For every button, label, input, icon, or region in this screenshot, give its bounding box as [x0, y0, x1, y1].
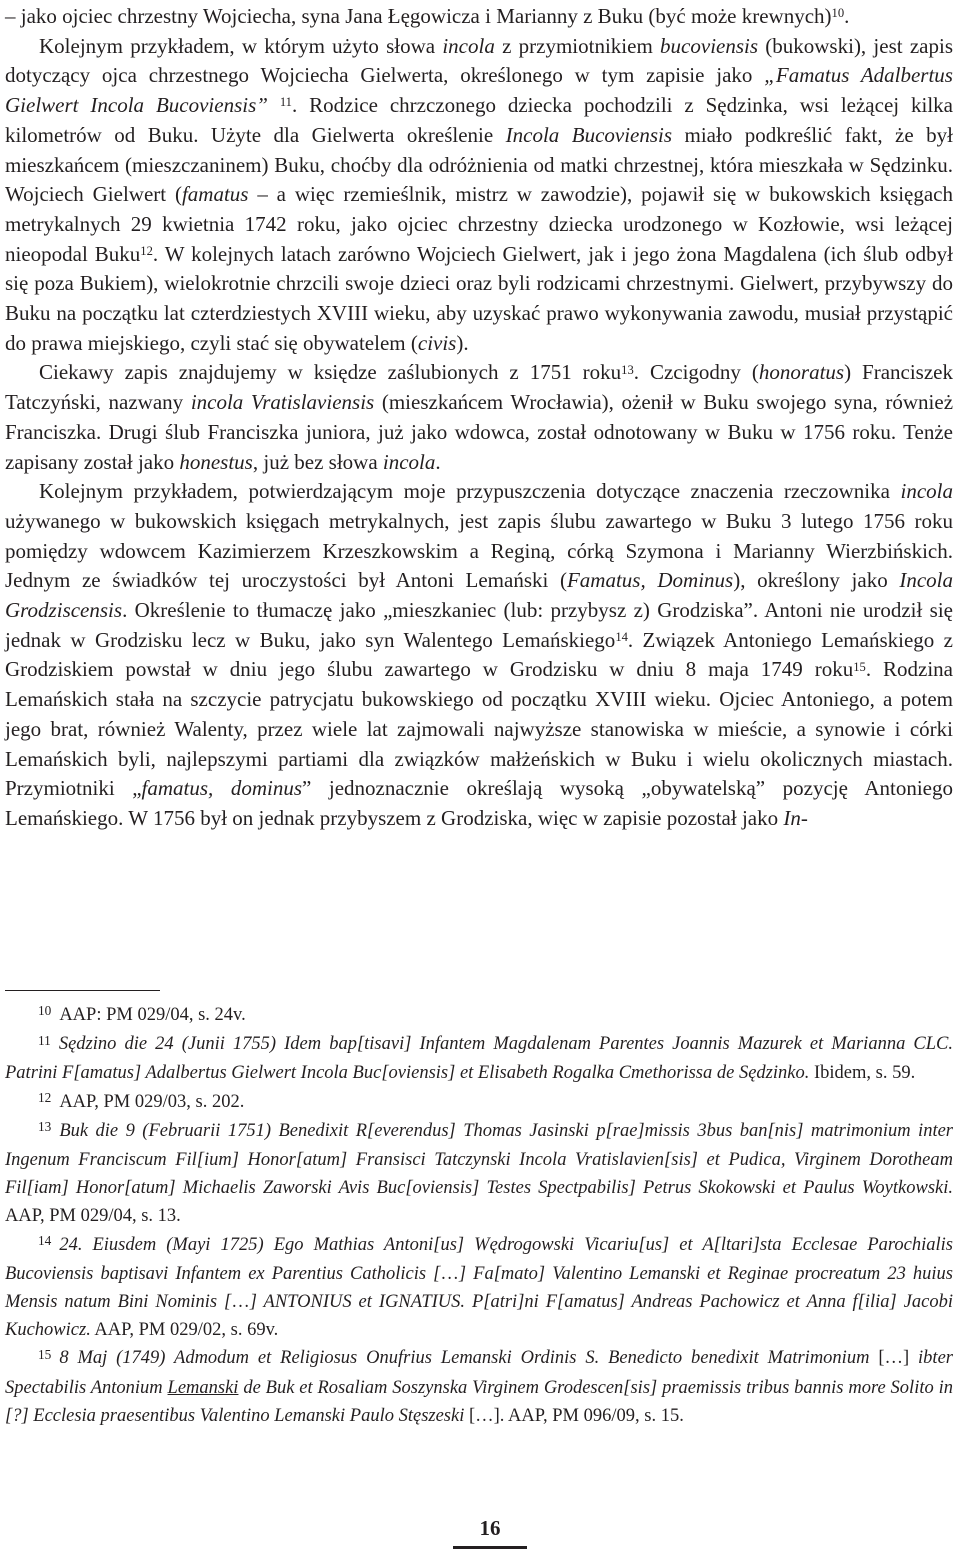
italic-text: Incola Grodziscensis [5, 568, 953, 623]
italic-text: incola [382, 449, 436, 474]
text-run: – jako ojciec chrzestny Wojciecha, syna Jana Łęgowicza i Marianny z Buku (być może krewnych) [5, 4, 832, 28]
footnotes [5, 1001, 953, 1430]
footnote-number: 13 [38, 1119, 52, 1135]
page-number-bar [453, 1546, 527, 1549]
text-run: miało podkreślić fakt, że był mieszkańcem (mieszczaninem) Buku, choćby dla odróżnienia od matki chrzestnej, która mieszkała w Sędzinku. Wojciech Gielwert ( [5, 122, 953, 207]
italic-text: „Famatus Adalbertus Gielwert Incola Bucoviensis” [5, 63, 953, 118]
italic-text: ] Fa[mato] Valentino Lemanski et Reginae procreatum 23 huius Mensis natum Bini Nominis [ [5, 1263, 953, 1313]
text-run: , już bez słowa [252, 449, 383, 474]
text-run: AAP: PM 029/04, s. 24v. [59, 1005, 246, 1025]
text-run: […] [869, 1348, 919, 1369]
footnote-ref: 10 [831, 6, 845, 21]
footnote-ref: 15 [853, 659, 866, 674]
text-run: . Rodzice chrzczonego dziecka pochodzili z Sędzinka, wsi leżącej kilka kilometrów od Buku. Użyte dla Gielwerta określenie [5, 93, 954, 147]
text-run: (mieszkańcem Wrocławia), ożenił w Buku swojego syna, również Franciszka. Drugi ślub Franciszka juniora, już jako wdowca, został odnotowany w Buku w 1756 roku. Tenże zapisany został jako [5, 390, 954, 474]
italic-text: In- [783, 805, 808, 830]
text-run: […]. AAP, PM 096/09, s. 15. [464, 1405, 684, 1426]
footnote-number: 11 [38, 1032, 51, 1048]
page-number: 16 [479, 1516, 501, 1540]
italic-text: Lemanski [167, 1377, 239, 1398]
footnote [5, 1231, 953, 1345]
paragraph [5, 2, 953, 32]
text-run: Ciekawy zapis znajdujemy w księdze zaślubionych z 1751 roku [39, 360, 622, 385]
footnote [5, 1088, 953, 1117]
italic-text: Buk die 9 (Februarii 1751) Benedixit R[everendus] Thomas Jasinski p[rae]missis 3bus ban[nis] matrimonium inter Ingenum Franciscum Fil[ium] Honor[atum] Fransisci Tatczynski Incola Vratislavien[sis] et Pudica, Virginem Dorotheam Fil[iam] Honor[atum] Michaelis Zaworski Avis Buc[oviensis] Testes Spectpabilis] Petrus Skokowski et Paulus Woytkowski. [5, 1120, 953, 1199]
italic-text: Incola Bucoviensis [505, 122, 673, 147]
footnote [5, 1117, 953, 1231]
text-run: . Rodzina Lemańskich stała na szczycie patrycjatu bukowskiego od początku XVIII wieku. Ojciec Antoniego, a potem jego brat, również Walenty, przez wiele lat zajmowali najwyższe stanowiska w mieście, a synowie i córki Lemańskich byli, najlepszymi partiami dla związków małżeńskich w Buku i wielu okolicznych miastach. Przymiotniki „ [5, 657, 954, 801]
italic-text: ] ANTONIUS et IGNATIUS. P[atri]ni F[amatus] Andreas Pachowicz et Anna f[ilia] Jacobi Kuchowicz. [5, 1292, 953, 1341]
italic-text: famatus, dominus [141, 776, 302, 801]
italic-text: ibter Spectabilis Antonium [5, 1348, 953, 1398]
italic-text: incola [442, 33, 495, 58]
text-run: ), określony jako [733, 568, 900, 593]
text-run: . [435, 449, 441, 474]
text-run: ” jednoznacznie określają wysoką „obywatelską” pozycję Antoniego Lemańskiego. W 1756 był on jednak przybyszem z Grodziska, więc w zapisie pozostał jako [5, 776, 953, 830]
text-run: . [844, 4, 850, 28]
italic-text: incola Vratislaviensis [190, 390, 375, 415]
paragraph [5, 32, 953, 359]
footnote-separator [5, 990, 160, 991]
footnote-number: 10 [38, 1003, 52, 1019]
text-run: AAP, PM 029/04, s. 13. [5, 1206, 181, 1227]
paragraph [5, 477, 953, 833]
italic-text: bucoviensis [660, 33, 759, 58]
italic-text: 24. Eiusdem (Mayi 1725) Ego Mathias Antoni[us] Wędrogowski Vicariu[us] et A[ltari]sta Ecclesae Parochialis Bucoviensis baptisavi Infantem ex Parentius Catholicis [ [5, 1234, 953, 1284]
text-run [268, 93, 280, 117]
footnote-ref: 13 [621, 362, 634, 377]
text-run: ) Franciszek Tatczyński, nazwany [5, 360, 953, 415]
paragraph [5, 358, 953, 477]
text-run: Kolejnym przykładem, w którym użyto słowa [39, 33, 443, 58]
footnote-ref: 11 [279, 95, 292, 110]
text-run: AAP, PM 029/02, s. 69v. [90, 1320, 279, 1341]
italic-text: honestus [179, 449, 253, 474]
italic-text: Famatus, Dominus [566, 568, 734, 593]
text-run: … [231, 1292, 250, 1313]
text-run: – a więc rzemieślnik, mistrz w zawodzie), pojawił się w bukowskich księgach metrykalnych 29 kwietnia 1742 roku, jako ojciec chrzestny dziecka urodzonego w Kozłowie, wsi leżącej nieopodal Buku [5, 182, 954, 266]
footnote [5, 1344, 953, 1430]
italic-text: famatus [181, 182, 249, 207]
italic-text: civis [417, 330, 457, 355]
footnote-number: 15 [38, 1346, 52, 1362]
footnote [5, 1030, 953, 1087]
footnote-number: 12 [38, 1089, 52, 1105]
italic-text: Sędzino die 24 (Junii 1755) Idem bap[tisavi] Infantem Magdalenam Parentes Joannis Mazurek et Marianna CLC. Patrini F[amatus] Adalbertus Gielwert Incola Buc[oviensis] et Elisabeth Rogalka Cmethorissa de Sędzinko. [5, 1034, 953, 1084]
footnote [5, 1001, 953, 1030]
body-text [5, 2, 953, 834]
footnote-number: 14 [38, 1232, 52, 1248]
text-run: używanego w bukowskich księgach metrykalnych, jest zapis ślubu zawartego w Buku 3 lutego 1756 roku pomiędzy wdowcem Kazimierzem Krzeszkowskim a Reginą, córką Szymona i Marianny Wierzbińskich. Jednym ze świadków tej uroczystości był Antoni Lemański ( [5, 508, 953, 593]
italic-text: de Buk et Rosaliam Soszynska Virginem Grodescen[sis] praemissis tribus bannis more Solito in [?] Ecclesia praesentibus Valentino Lemanski Paulo Stęszeski [5, 1377, 953, 1426]
text-run: AAP, PM 029/03, s. 202. [59, 1091, 245, 1112]
text-run: . Związek Antoniego Lemańskiego z Grodziskiem powstał w dniu jego ślubu zawartego w Grodzisku w dniu 8 maja 1749 roku [5, 627, 953, 682]
text-run: . Czcigodny ( [633, 360, 759, 385]
text-run: Ibidem, s. 59. [809, 1063, 916, 1084]
text-run: . W kolejnych latach zarówno Wojciech Gielwert, jak i jego żona Magdalena (ich ślub odbył się poza Bukiem), wielokrotnie chrzcili swoje dzieci oraz byli rodzicami chrzestnymi. Gielwert, przybywszy do Buku na początku lat czterdziestych XVIII wieku, aby uzyskać prawo wykonywania zawodu, musiał przystąpić do prawa miejskiego, czyli stać się obywatelem ( [5, 241, 953, 355]
text-run: ). [456, 330, 469, 355]
italic-text: honoratus [758, 360, 845, 385]
footnote-ref: 14 [615, 630, 628, 645]
text-run: (bukowski), jest zapis dotyczący ojca chrzestnego Wojciecha Gielwerta, określonego w tym zapisie jako [5, 33, 953, 88]
text-run: Kolejnym przykładem, potwierdzającym moje przypuszczenia dotyczące znaczenia rzeczownika [39, 479, 901, 504]
text-run: z przymiotnikiem [494, 33, 661, 58]
text-run: . Określenie to tłumaczę jako „mieszkaniec (lub: przybysz z) Grodziska”. Antoni nie urodził się jednak w Grodzisku lecz w Buku, jako syn Walentego Lemańskiego [5, 598, 953, 652]
text-run: … [440, 1263, 459, 1284]
italic-text: 8 Maj (1749) Admodum et Religiosus Onufrius Lemanski Ordinis S. Benedicto benedixit Matrimonium [59, 1348, 870, 1369]
italic-text: incola [900, 479, 953, 504]
footnote-ref: 12 [140, 243, 153, 258]
